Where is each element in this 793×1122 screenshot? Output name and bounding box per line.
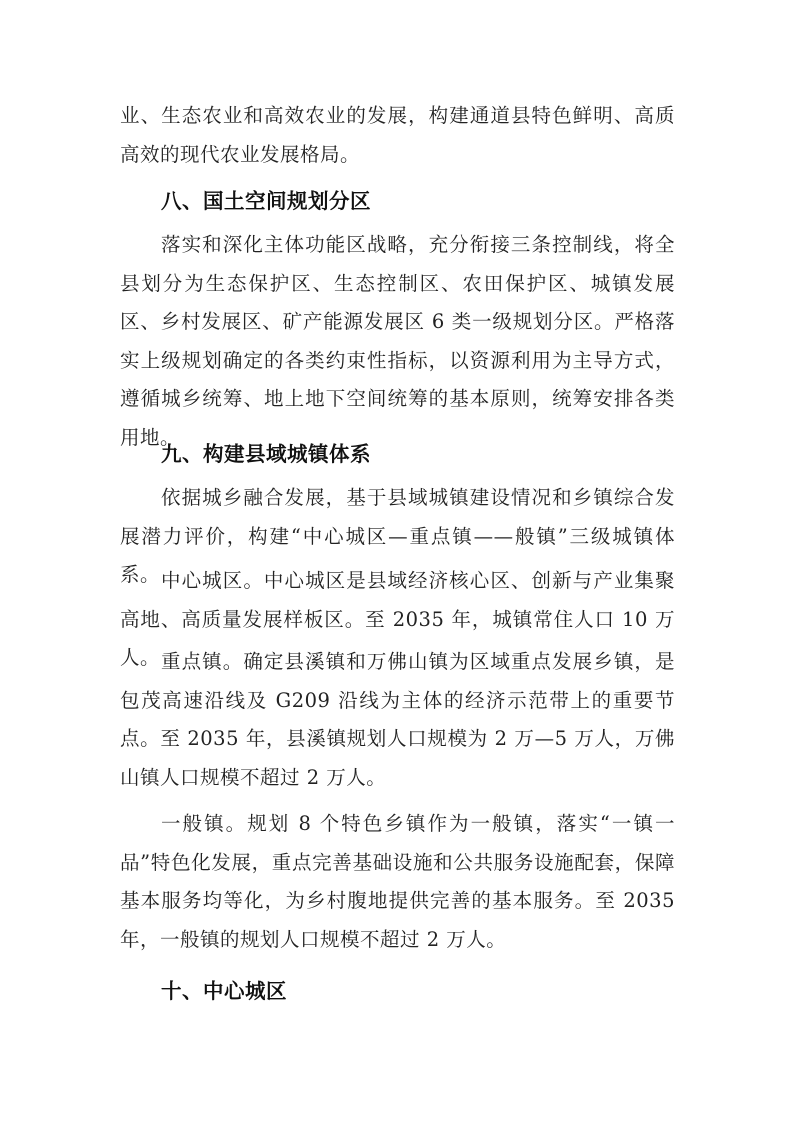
paragraph-planning-zones: 落实和深化主体功能区战略，充分衔接三条控制线，将全县划分为生态保护区、生态控制区、农田保护区、城镇发展区、乡村发展区、矿产能源发展区 6 类一级规划分区。严格落实上级规划确定的各类约束性指标，以资源利用为主导方式，遵循城乡统筹、地上地下空间统筹的基本原则，统筹安排各类用地。 [120,233,675,449]
paragraph-agriculture: 业、生态农业和高效农业的发展，构建通道县特色鲜明、高质高效的现代农业发展格局。 [120,104,675,166]
paragraph-general-towns: 一般镇。规划 8 个特色乡镇作为一般镇，落实“一镇一品”特色化发展，重点完善基础设施和公共服务设施配套，保障基本服务均等化，为乡村腹地提供完善的基本服务。至 2035 年，一般镇的规划人口规模不超过 2 万人。 [120,812,675,951]
heading-section-9: 九、构建县域城镇体系 [161,442,371,466]
paragraph-central-city: 中心城区。中心城区是县域经济核心区、创新与产业集聚高地、高质量发展样板区。至 2035 年，城镇常住人口 10 万人。 [120,569,675,669]
paragraph-key-towns: 重点镇。确定县溪镇和万佛山镇为区域重点发展乡镇，是包茂高速沿线及 G209 沿线为主体的经济示范带上的重要节点。至 2035 年，县溪镇规划人口规模为 2 万—5 万人，万佛山镇人口规模不超过 2 万人。 [120,650,675,789]
paragraph-town-system: 依据城乡融合发展，基于县域城镇建设情况和乡镇综合发展潜力评价，构建“中心城区—重点镇——般镇”三级城镇体系。 [120,486,675,586]
heading-section-8: 八、国土空间规划分区 [161,189,371,213]
heading-section-10: 十、中心城区 [161,979,287,1003]
